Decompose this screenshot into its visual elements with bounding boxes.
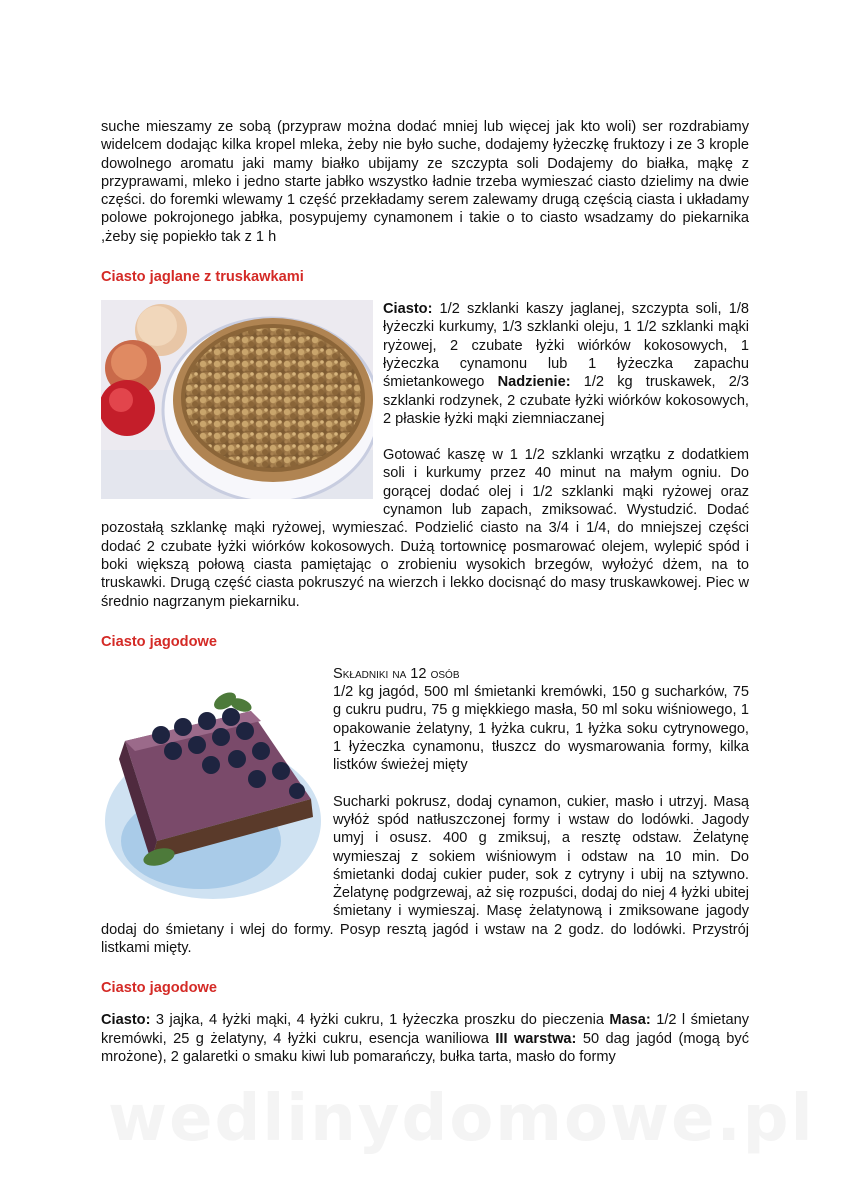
watermark: wedlinydomowe.pl xyxy=(108,1082,815,1156)
recipe-title-millet-strawberry: Ciasto jaglane z truskawkami xyxy=(101,269,304,286)
strawberry-tart-image xyxy=(101,300,373,499)
recipe1-method: Gotować kaszę w 1 1/2 szklanki wrzątku z dodatkiem soli i kurkumy przez 40 minut na małym ogniu. Do gorącej dodać olej i 1/2 szklanki mąki ryżowej oraz cynamon lub zapach, zmiksować. Wystudzić. Dodać pozostałą szklankę mąki ryżowej, wymieszać. Podzielić ciasto na 3/4 i 1/4, do mniejszej części dodać 2 czubate łyżki wiórków kokosowych. Dużą tortownicę posmarować olejem, wylepić spód i boki większą połową ciasta pamiętając o zrobieniu wysokich brzegów, wyłożyć dżem, na to truskawki. Drugą część ciasta pokruszyć na wierzch i lekko docisnąć do masy truskawkowej. Piec w średnio nagrzanym piekarniku. xyxy=(101,447,749,610)
cake-photo xyxy=(101,665,323,906)
blueberry-cake-image xyxy=(101,671,323,901)
recipe2-method: Sucharki pokrusz, dodaj cynamon, cukier, masło i utrzyj. Masą wyłóż spód natłuszczonej formy i wstaw do lodówki. Jagody umyj i osusz. 400 g zmiksuj, a resztę odstaw. Żelatynę wymieszaj z sokiem wiśniowym i odstaw na 10 min. Do śmietanki dodaj cukier puder, sok z cytryny i ubij na sztywno. Żelatynę podgrzewaj, aż się rozpuści, dodaj do niej 4 łyżki ubitej śmietany i wymieszaj. Masę żelatynową i zmiksowane jagody dodaj do śmietany i wlej do formy. Posyp resztą jagód i wstaw na 2 godz. do lodówki. Przystrój listkami mięty. xyxy=(101,793,749,956)
recipe2-servings: Składniki na 12 osób xyxy=(333,665,460,682)
tart-photo xyxy=(101,300,373,504)
label-mass: Masa: xyxy=(609,1012,651,1029)
label-filling: Nadzienie: xyxy=(497,374,571,391)
label-dough: Ciasto: xyxy=(383,301,433,318)
intro-paragraph: suche mieszamy ze sobą (przypraw można dodać mniej lub więcej jak kto woli) ser rozdrabiamy widelcem dodając kilka kropel mleka, żeby nie było suche, dodajemy łyżeczkę fruktozy i ze 3 krople dowolnego aromatu jaki mamy białko ubijamy ze szczypta soli Dodajemy do białka, mąkę z przyprawami, mleko i jedno starte jabłko wszystko ładnie trzeba wymieszać ciasto dzielimy na dwie części. do foremki wlewamy 1 część przekładamy serem zalewamy drugą częścią ciasta i układamy polowe pokrojonego jabłka, posypujemy cynamonem i takie o to ciasto wsadzamy do piekarnika ,żeby się popiekło tak z 1 h xyxy=(101,119,749,245)
recipe3-ingredients: Ciasto: 3 jajka, 4 łyżki mąki, 4 łyżki cukru, 1 łyżeczka proszku do pieczenia Masa: 1/2 l śmietany kremówki, 25 g żelatyny, 4 łyżki cukru, esencja waniliowa III warstwa: 50 dag jagód (mogą być mrożone), 2 galaretki o smaku kiwi lub pomarańczy, bułka tarta, masło do formy xyxy=(101,1012,749,1065)
recipe-blueberry-1 xyxy=(101,665,749,957)
label-dough-3: Ciasto: xyxy=(101,1012,151,1029)
label-layer3: III warstwa: xyxy=(495,1030,577,1047)
document-page xyxy=(101,118,749,1088)
recipe-title-blueberry-2: Ciasto jagodowe xyxy=(101,980,217,997)
recipe-millet-strawberry xyxy=(101,300,749,611)
recipe1-ingredients: Ciasto: 1/2 szklanki kaszy jaglanej, szczypta soli, 1/8 łyżeczki kurkumy, 1/3 szklanki oleju, 1 1/2 szklanki mąki ryżowej, 2 czubate łyżki wiórków kokosowych, 1 łyżeczka cynamonu lub 1 łyżeczka zapachu śmietankowego Nadzienie: 1/2 kg truskawek, 2/3 szklanki rodzynek, 2 czubate łyżki wiórków kokosowych, 2 płaskie łyżki mąki ziemniaczanej xyxy=(383,301,749,427)
recipe-title-blueberry-1: Ciasto jagodowe xyxy=(101,633,217,650)
recipe-blueberry-2 xyxy=(101,1011,749,1066)
recipe2-ingredients: 1/2 kg jagód, 500 ml śmietanki kremówki, 150 g sucharków, 75 g cukru pudru, 75 g miękkiego masła, 50 ml soku wiśniowego, 1 opakowanie żelatyny, 1 łyżka cukru, 1 łyżka soku cytrynowego, 1 łyżeczka cynamonu, tłuszcz do wysmarowania formy, kilka listków świeżej mięty xyxy=(333,684,749,774)
